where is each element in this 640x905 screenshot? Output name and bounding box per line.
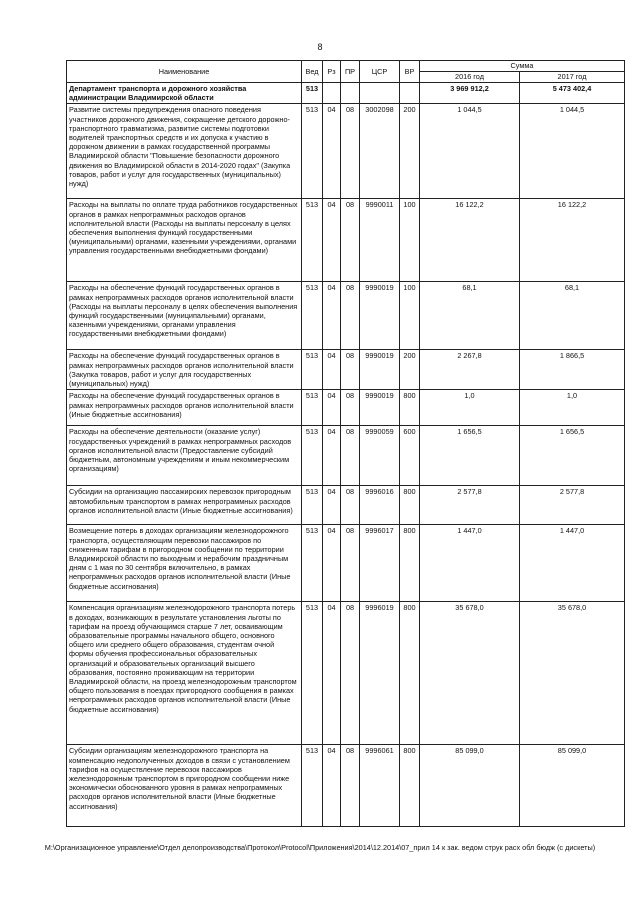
row-vr: 800 bbox=[400, 390, 420, 426]
row-ved: 513 bbox=[302, 602, 323, 745]
row-rz: 04 bbox=[323, 104, 341, 199]
row-vr: 800 bbox=[400, 602, 420, 745]
row-sum-2016: 1,0 bbox=[420, 390, 520, 426]
row-pr: 08 bbox=[341, 486, 360, 525]
department-sum-2016: 3 969 912,2 bbox=[420, 83, 520, 104]
row-rz: 04 bbox=[323, 745, 341, 827]
row-ved: 513 bbox=[302, 745, 323, 827]
row-csr: 9996061 bbox=[360, 745, 400, 827]
row-pr: 08 bbox=[341, 199, 360, 282]
row-name: Компенсация организациям железнодорожного транспорта потерь в доходах, возникающих в результате установления льготы по тарифам на проезд обучающимся старше 7 лет, осваивающим образовательные программы начального общего, основного общего или среднего общего образования, студентам очной формы обучения профессиональных образовательных организаций и образовательных организаций высшего образования, постоянно проживающим на территории Владимирской области, на проезд железнодорожным транспортом общего пользования в поездах пригородного сообщения в рамках непрограммных расходов органов исполнительной власти (Иные бюджетные ассигнования) bbox=[67, 602, 302, 745]
row-sum-2016: 68,1 bbox=[420, 282, 520, 350]
file-path-footer: M:\Организационное управление\Отдел делопроизводства\Протокол\Protocol\Приложения\2014\12.2014\07_прил 14 к зак. ведом струк расх обл бюдж (с дискеты) bbox=[44, 843, 596, 852]
row-pr: 08 bbox=[341, 282, 360, 350]
table-row bbox=[67, 602, 625, 745]
row-vr: 600 bbox=[400, 426, 420, 486]
row-name: Расходы на выплаты по оплате труда работников государственных органов в рамках непрограммных расходов органов исполнительной власти (Расходы на выплаты персоналу в целях обеспечения выполнения функций государственными (муниципальными) органами, казенными учреждениями, органами управления государственными внебюджетными фондами) bbox=[67, 199, 302, 282]
row-pr: 08 bbox=[341, 390, 360, 426]
row-ved: 513 bbox=[302, 104, 323, 199]
row-sum-2016: 2 267,8 bbox=[420, 350, 520, 390]
row-csr: 9990059 bbox=[360, 426, 400, 486]
row-sum-2016: 1 447,0 bbox=[420, 525, 520, 602]
table-row bbox=[67, 390, 625, 426]
row-rz: 04 bbox=[323, 486, 341, 525]
col-header-name: Наименование bbox=[67, 61, 302, 83]
header-row bbox=[67, 61, 625, 72]
row-pr: 08 bbox=[341, 426, 360, 486]
row-csr: 9990019 bbox=[360, 390, 400, 426]
row-ved: 513 bbox=[302, 282, 323, 350]
row-sum-2017: 16 122,2 bbox=[520, 199, 625, 282]
row-sum-2017: 1 044,5 bbox=[520, 104, 625, 199]
row-name: Субсидии на организацию пассажирских перевозок пригородным автомобильным транспортом в рамках непрограммных расходов органов исполнительной власти (Иные бюджетные ассигнования) bbox=[67, 486, 302, 525]
row-sum-2016: 35 678,0 bbox=[420, 602, 520, 745]
row-vr: 200 bbox=[400, 104, 420, 199]
row-sum-2016: 1 656,5 bbox=[420, 426, 520, 486]
col-header-ved: Вед bbox=[302, 61, 323, 83]
col-header-2016: 2016 год bbox=[420, 72, 520, 83]
row-csr: 9996016 bbox=[360, 486, 400, 525]
table-row bbox=[67, 199, 625, 282]
row-rz: 04 bbox=[323, 525, 341, 602]
department-ved: 513 bbox=[302, 83, 323, 104]
row-csr: 9990019 bbox=[360, 282, 400, 350]
row-rz: 04 bbox=[323, 426, 341, 486]
row-csr: 9996017 bbox=[360, 525, 400, 602]
col-header-2017: 2017 год bbox=[520, 72, 625, 83]
department-sum-2017: 5 473 402,4 bbox=[520, 83, 625, 104]
row-ved: 513 bbox=[302, 525, 323, 602]
row-rz: 04 bbox=[323, 350, 341, 390]
row-vr: 800 bbox=[400, 745, 420, 827]
row-vr: 200 bbox=[400, 350, 420, 390]
row-sum-2016: 2 577,8 bbox=[420, 486, 520, 525]
table-row bbox=[67, 525, 625, 602]
row-vr: 800 bbox=[400, 486, 420, 525]
row-vr: 100 bbox=[400, 282, 420, 350]
row-name: Возмещение потерь в доходах организациям железнодорожного транспорта, осуществляющим перевозки пассажиров по сниженным тарифам в пригородном сообщении по территории Владимирской области по выходным и нерабочим праздничным дням с 1 мая по 30 сентября включительно, в рамках непрограммных расходов органов исполнительной власти (Иные бюджетные ассигнования) bbox=[67, 525, 302, 602]
row-csr: 9990011 bbox=[360, 199, 400, 282]
row-csr: 3002098 bbox=[360, 104, 400, 199]
row-ved: 513 bbox=[302, 199, 323, 282]
table-row bbox=[67, 282, 625, 350]
row-sum-2016: 16 122,2 bbox=[420, 199, 520, 282]
row-name: Расходы на обеспечение деятельности (оказание услуг) государственных учреждений в рамках непрограммных расходов органов исполнительной власти (Предоставление субсидий бюджетным, автономным учреждениям и иным некоммерческим организациям) bbox=[67, 426, 302, 486]
row-sum-2017: 35 678,0 bbox=[520, 602, 625, 745]
row-ved: 513 bbox=[302, 390, 323, 426]
row-sum-2017: 1 447,0 bbox=[520, 525, 625, 602]
row-sum-2017: 1 656,5 bbox=[520, 426, 625, 486]
row-name: Расходы на обеспечение функций государственных органов в рамках непрограммных расходов органов исполнительной власти (Иные бюджетные ассигнования) bbox=[67, 390, 302, 426]
department-row bbox=[67, 83, 625, 104]
row-ved: 513 bbox=[302, 486, 323, 525]
table-row bbox=[67, 486, 625, 525]
row-ved: 513 bbox=[302, 426, 323, 486]
col-header-csr: ЦСР bbox=[360, 61, 400, 83]
row-pr: 08 bbox=[341, 350, 360, 390]
page-number: 8 bbox=[317, 42, 323, 52]
row-ved: 513 bbox=[302, 350, 323, 390]
col-header-pr: ПР bbox=[341, 61, 360, 83]
row-name: Расходы на обеспечение функций государственных органов в рамках непрограммных расходов органов исполнительной власти (Закупка товаров, работ и услуг для государственных (муниципальных) нужд) bbox=[67, 350, 302, 390]
row-name: Субсидии организациям железнодорожного транспорта на компенсацию недополученных доходов в связи с установлением тарифов на осуществление перевозок пассажиров железнодорожным транспортом в пригородном сообщении ниже экономически обоснованного уровня в рамках непрограммных расходов органов исполнительной власти (Иные бюджетные ассигнования) bbox=[67, 745, 302, 827]
row-rz: 04 bbox=[323, 602, 341, 745]
row-sum-2017: 1 866,5 bbox=[520, 350, 625, 390]
row-sum-2017: 2 577,8 bbox=[520, 486, 625, 525]
table-row bbox=[67, 104, 625, 199]
department-name: Департамент транспорта и дорожного хозяйства администрации Владимирской области bbox=[67, 83, 302, 104]
table-row bbox=[67, 426, 625, 486]
col-header-sum: Сумма bbox=[420, 61, 625, 72]
row-sum-2017: 68,1 bbox=[520, 282, 625, 350]
row-sum-2016: 1 044,5 bbox=[420, 104, 520, 199]
row-csr: 9990019 bbox=[360, 350, 400, 390]
row-rz: 04 bbox=[323, 282, 341, 350]
table-row bbox=[67, 350, 625, 390]
row-vr: 800 bbox=[400, 525, 420, 602]
row-pr: 08 bbox=[341, 745, 360, 827]
col-header-vr: ВР bbox=[400, 61, 420, 83]
row-csr: 9996019 bbox=[360, 602, 400, 745]
row-pr: 08 bbox=[341, 525, 360, 602]
row-pr: 08 bbox=[341, 602, 360, 745]
row-rz: 04 bbox=[323, 390, 341, 426]
col-header-rz: Рз bbox=[323, 61, 341, 83]
budget-table bbox=[66, 60, 625, 827]
row-name: Расходы на обеспечение функций государственных органов в рамках непрограммных расходов органов исполнительной власти (Расходы на выплаты персоналу в целях обеспечения выполнения функций государственными (муниципальными) органами, казенными учреждениями, органами управления государственными внебюджетными фондами) bbox=[67, 282, 302, 350]
table-row bbox=[67, 745, 625, 827]
row-sum-2017: 85 099,0 bbox=[520, 745, 625, 827]
row-sum-2016: 85 099,0 bbox=[420, 745, 520, 827]
row-name: Развитие системы предупреждения опасного поведения участников дорожного движения, сокращение детского дорожно-транспортного травматизма, развитие системы подготовки водителей транспортных средств и их допуска к участию в дорожном движении в рамках государственной программы Владимирской области "Повышение безопасности дорожного движения во Владимирской области в 2014-2020 годах" (Закупка товаров, работ и услуг для государственных (муниципальных) нужд) bbox=[67, 104, 302, 199]
row-pr: 08 bbox=[341, 104, 360, 199]
row-vr: 100 bbox=[400, 199, 420, 282]
row-rz: 04 bbox=[323, 199, 341, 282]
row-sum-2017: 1,0 bbox=[520, 390, 625, 426]
